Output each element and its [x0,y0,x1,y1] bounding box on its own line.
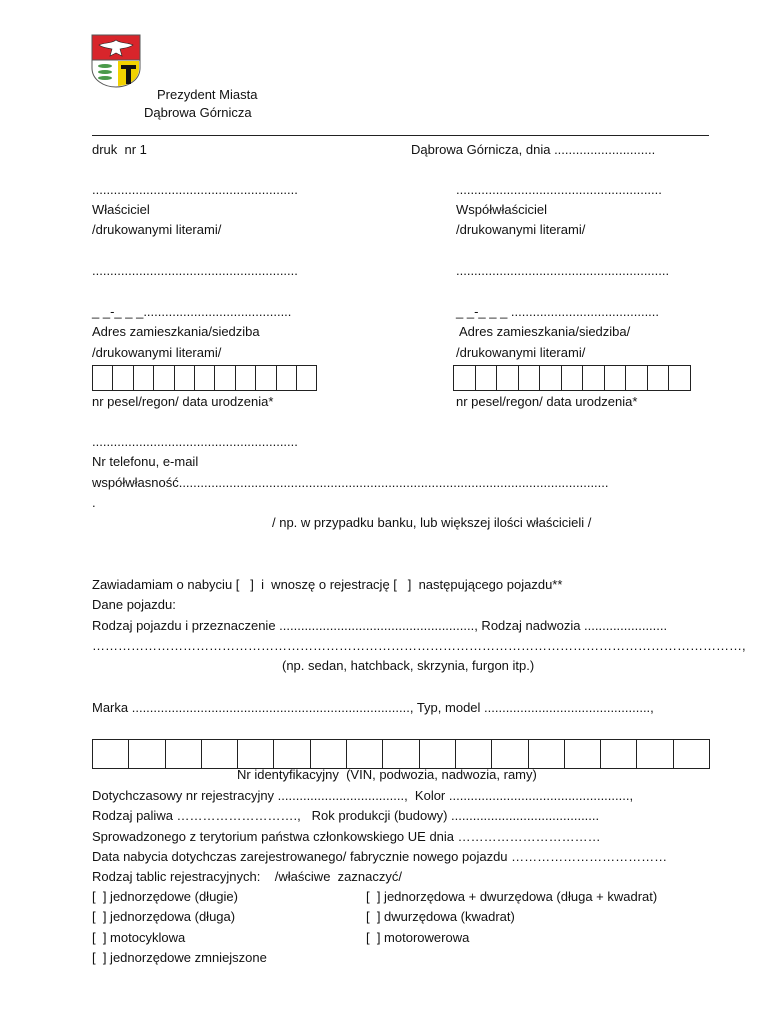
registration-color-field[interactable]: Dotychczasowy nr rejestracyjny ..................................., Kolor .................................................., [92,788,634,803]
digit-box[interactable] [476,366,498,390]
import-date-field[interactable]: Sprowadzonego z terytorium państwa członkowskiego UE dnia …………………………… [92,829,601,844]
vehicle-type-field[interactable]: Rodzaj pojazdu i przeznaczenie ......................................................, Rodzaj nadwozia ....................... [92,618,668,633]
vehicle-type-continuation-field[interactable]: ……………………………………………………………………………………………………………………………………, [92,638,746,653]
digit-box[interactable] [492,740,528,768]
digit-box[interactable] [626,366,648,390]
digit-box[interactable] [562,366,584,390]
digit-box[interactable] [456,740,492,768]
coowner-address-hint: /drukowanymi literami/ [456,345,586,360]
header-title-line2: Dąbrowa Górnicza [144,105,252,120]
vehicle-data-heading: Dane pojazdu: [92,597,176,612]
digit-box[interactable] [540,366,562,390]
coownership-field[interactable]: współwłasność....................................................................................................................... [92,475,609,490]
coowner-address-label: Adres zamieszkania/siedziba/ [459,324,631,339]
owner-pesel-label: nr pesel/regon/ data urodzenia* [92,394,274,409]
owner-address-label: Adres zamieszkania/siedziba [92,324,260,339]
coowner-pesel-boxes[interactable] [453,365,691,391]
plate-option-single-long-one[interactable]: [ ] jednorzędowa (długa) [92,909,236,924]
plate-option-motorcycle[interactable]: [ ] motocyklowa [92,930,186,945]
digit-box[interactable] [383,740,419,768]
digit-box[interactable] [347,740,383,768]
vin-label: Nr identyfikacyjny (VIN, podwozia, nadwozia, ramy) [237,767,537,782]
coowner-name-field[interactable]: ......................................................... [456,182,662,197]
digit-box[interactable] [238,740,274,768]
digit-box[interactable] [311,740,347,768]
coownership-note: / np. w przypadku banku, lub większej ilości właścicieli / [272,515,592,530]
header-title-line1: Prezydent Miasta [157,87,258,102]
digit-box[interactable] [256,366,276,390]
digit-box[interactable] [519,366,541,390]
digit-box[interactable] [583,366,605,390]
digit-box[interactable] [236,366,256,390]
plate-option-double-square[interactable]: [ ] dwurzędowa (kwadrat) [366,909,515,924]
owner-address-hint: /drukowanymi literami/ [92,345,222,360]
notice-line[interactable]: Zawiadamiam o nabyciu [ ] i wnoszę o rejestrację [ ] następującego pojazdu** [92,577,563,592]
digit-box[interactable] [195,366,215,390]
digit-box[interactable] [601,740,637,768]
acquisition-date-field[interactable]: Data nabycia dotychczas zarejestrowanego/ fabrycznie nowego pojazdu ……………………………… [92,849,668,864]
digit-box[interactable] [215,366,235,390]
owner-phone-label: Nr telefonu, e-mail [92,454,199,469]
owner-pesel-boxes[interactable] [92,365,317,391]
owner-postal-field[interactable]: _ _-_ _ _......................................... [92,304,292,319]
digit-box[interactable] [674,740,709,768]
digit-box[interactable] [274,740,310,768]
digit-box[interactable] [529,740,565,768]
digit-box[interactable] [166,740,202,768]
owner-name-field[interactable]: ......................................................... [92,182,298,197]
digit-box[interactable] [420,740,456,768]
plate-option-single-plus-double[interactable]: [ ] jednorzędowa + dwurzędowa (długa + kwadrat) [366,889,658,904]
owner-label: Właściciel [92,202,150,217]
plate-option-reduced[interactable]: [ ] jednorzędowe zmniejszone [92,950,267,965]
digit-box[interactable] [129,740,165,768]
place-date-field[interactable]: Dąbrowa Górnicza, dnia ............................ [411,142,656,157]
plates-title: Rodzaj tablic rejestracyjnych: /właściwe zaznaczyć/ [92,869,402,884]
digit-box[interactable] [297,366,316,390]
body-type-example: (np. sedan, hatchback, skrzynia, furgon itp.) [282,658,535,673]
digit-box[interactable] [277,366,297,390]
make-model-field[interactable]: Marka ............................................................................., Typ, model .............................................., [92,700,654,715]
vin-boxes[interactable] [92,739,710,769]
coowner-pesel-label: nr pesel/regon/ data urodzenia* [456,394,638,409]
owner-phone-field[interactable]: ......................................................... [92,434,298,449]
digit-box[interactable] [565,740,601,768]
owner-print-hint: /drukowanymi literami/ [92,222,222,237]
digit-box[interactable] [637,740,673,768]
digit-box[interactable] [648,366,670,390]
coowner-label: Współwłaściciel [456,202,548,217]
coowner-postal-field[interactable]: _ _-_ _ _ ......................................... [456,304,660,319]
city-crest-icon [91,34,141,88]
header-divider [92,135,709,136]
digit-box[interactable] [605,366,627,390]
plate-option-single-long[interactable]: [ ] jednorzędowe (długie) [92,889,238,904]
plate-option-moped[interactable]: [ ] motorowerowa [366,930,470,945]
coownership-dot: . [92,495,96,510]
owner-name-line2-field[interactable]: ......................................................... [92,263,298,278]
digit-box[interactable] [93,366,113,390]
coowner-print-hint: /drukowanymi literami/ [456,222,586,237]
coowner-name-line2-field[interactable]: ........................................................... [456,263,670,278]
digit-box[interactable] [669,366,690,390]
digit-box[interactable] [154,366,174,390]
digit-box[interactable] [93,740,129,768]
digit-box[interactable] [497,366,519,390]
digit-box[interactable] [454,366,476,390]
form-number: druk nr 1 [92,142,147,157]
digit-box[interactable] [113,366,133,390]
digit-box[interactable] [202,740,238,768]
digit-box[interactable] [175,366,195,390]
digit-box[interactable] [134,366,154,390]
fuel-year-field[interactable]: Rodzaj paliwa ………………………., Rok produkcji (budowy) ......................................... [92,808,600,823]
